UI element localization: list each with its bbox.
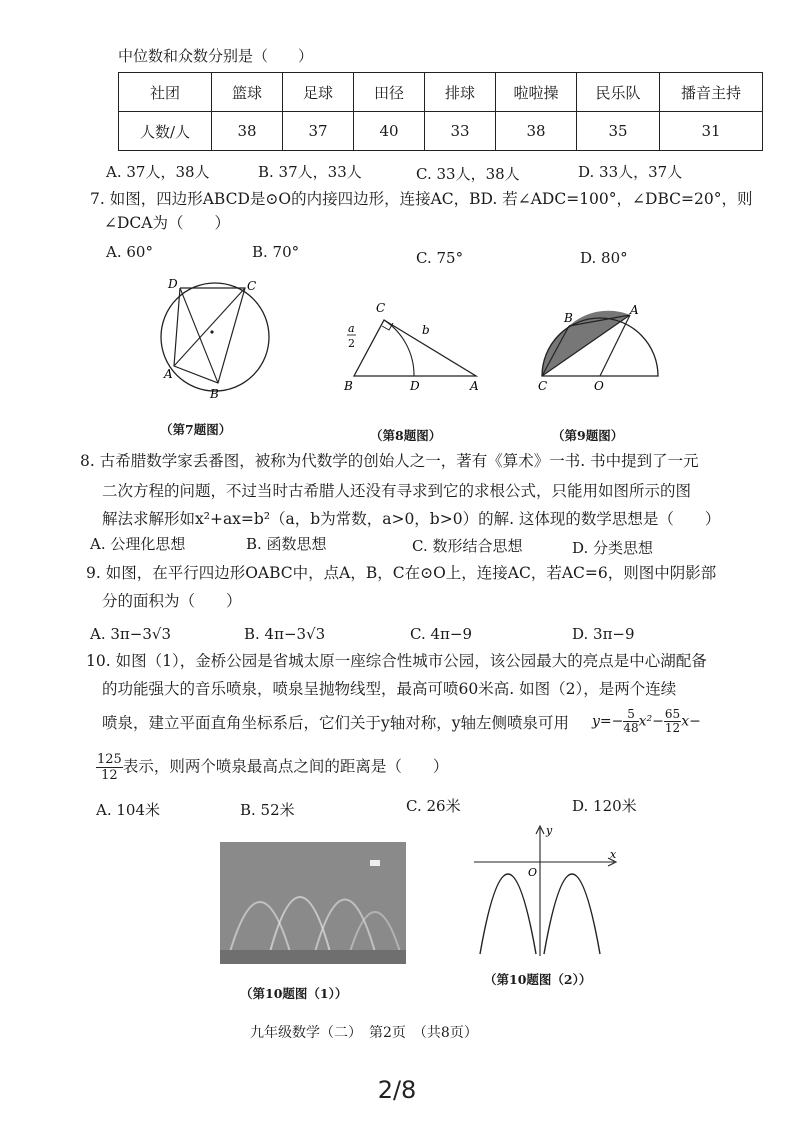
frac3-denominator: 12	[101, 768, 118, 783]
q6-option-a: A. 37人，38人	[106, 163, 210, 181]
q6-option-d: D. 33人，37人	[578, 163, 683, 181]
q10-stem-line2: 的功能强大的音乐喷泉，喷泉呈抛物线型，最高可喷60米高. 如图（2），是两个连续	[102, 680, 677, 698]
q9-option-c: C. 4π−9	[410, 625, 472, 643]
q6-stem-tail: 中位数和众数分别是（ ）	[118, 47, 314, 65]
q7-option-a: A. 60°	[106, 243, 153, 261]
fig8-label-a-vertex: A	[470, 379, 479, 393]
fig10-label-o: O	[528, 866, 538, 879]
q10-option-a: A. 104米	[96, 801, 160, 819]
eq-fraction-2	[664, 708, 681, 735]
eq-fraction-1	[623, 708, 638, 735]
fig10-label-y: y	[546, 824, 553, 837]
q7-option-c: C. 75°	[416, 249, 464, 267]
q10-option-c: C. 26米	[406, 797, 461, 815]
q9-option-b: B. 4π−3√3	[244, 625, 326, 643]
eq-end: x−	[681, 713, 701, 730]
fig7-label-d: D	[168, 277, 178, 291]
q10-option-d: D. 120米	[572, 797, 637, 815]
q9-option-a: A. 3π−3√3	[90, 625, 171, 643]
eq-prefix: y=−	[592, 713, 624, 730]
table-cell: 播音主持	[660, 73, 763, 112]
q8-stem-line1: 8. 古希腊数学家丢番图，被称为代数学的创始人之一，著有《算术》一书. 书中提到了一元	[80, 452, 699, 470]
figure-8-right-triangle	[336, 298, 486, 394]
table-cell: 足球	[283, 73, 354, 112]
table-cell: 35	[577, 112, 660, 151]
page-footer: 九年级数学（二） 第2页 （共8页）	[250, 1025, 478, 1041]
frac2-numerator: 65	[664, 707, 681, 721]
q8-option-a: A. 公理化思想	[90, 535, 186, 553]
q10-stem-line4: 表示，则两个喷泉最高点之间的距离是（ ）	[122, 757, 449, 776]
fig7-label-c: C	[247, 279, 257, 293]
q9-option-d: D. 3π−9	[572, 625, 635, 643]
eq-mid: x²−	[638, 713, 664, 730]
q8-stem-line3: 解法求解形如x²+ax=b²（a，b为常数，a>0，b>0）的解. 这体现的数学思想是（ ）	[102, 510, 721, 528]
table-cell: 31	[660, 112, 763, 151]
figure-10-2-parabolas	[466, 822, 626, 962]
fountain-photo	[220, 842, 406, 964]
fig10-label-x: x	[610, 848, 617, 861]
q9-stem-line2: 分的面积为（ ）	[102, 592, 242, 610]
q8-option-c: C. 数形结合思想	[412, 537, 523, 555]
fig9-label-a: A	[630, 303, 639, 317]
table-cell: 民乐队	[577, 73, 660, 112]
page-indicator: 2/8	[377, 1076, 417, 1104]
eq-fraction-3	[96, 752, 123, 783]
table-data-row	[119, 112, 763, 151]
fig8-label-b: b	[422, 323, 430, 337]
q10-stem-line1: 10. 如图（1），金桥公园是省城太原一座综合性城市公园，该公园最大的亮点是中心湖配备	[86, 652, 707, 670]
table-cell: 37	[283, 112, 354, 151]
figure-8-caption: （第8题图）	[370, 428, 442, 443]
fig8-label-d: D	[410, 379, 420, 393]
q7-option-d: D. 80°	[580, 249, 628, 267]
figure-9-caption: （第9题图）	[552, 428, 624, 443]
fig7-label-a: A	[164, 367, 173, 381]
figure-10-2-caption: （第10题图（2））	[484, 972, 592, 987]
fig9-label-b: B	[564, 311, 573, 325]
figure-7-caption: （第7题图）	[160, 422, 232, 437]
fig8-label-b-vertex: B	[344, 379, 353, 393]
frac1-denominator: 48	[623, 721, 639, 735]
q8-option-d: D. 分类思想	[572, 539, 654, 557]
q8-stem-line2: 二次方程的问题，不过当时古希腊人还没有寻求到它的求根公式，只能用如图所示的图	[102, 482, 692, 500]
fig7-label-b: B	[210, 387, 219, 401]
q10-stem-line4-wrap	[96, 752, 448, 783]
q10-stem-line3: 喷泉，建立平面直角坐标系后，它们关于y轴对称，y轴左侧喷泉可用	[102, 714, 570, 732]
table-cell: 社团	[119, 73, 212, 112]
table-cell: 40	[354, 112, 425, 151]
q6-option-c: C. 33人，38人	[416, 165, 520, 183]
table-cell: 篮球	[212, 73, 283, 112]
club-table	[118, 72, 763, 151]
table-cell: 田径	[354, 73, 425, 112]
fig8-label-c: C	[376, 301, 386, 315]
q7-stem-line2: ∠DCA为（ ）	[104, 214, 230, 232]
fig9-label-c: C	[538, 379, 548, 392]
table-cell: 38	[212, 112, 283, 151]
q10-option-b: B. 52米	[240, 801, 295, 819]
figure-10-1-caption: （第10题图（1））	[240, 986, 348, 1001]
figure-9-semicircle	[530, 300, 670, 392]
q7-stem-line1: 7. 如图，四边形ABCD是⊙O的内接四边形，连接AC，BD. 若∠ADC=100°，∠DBC=20°，则	[90, 190, 753, 208]
table-header-row	[119, 73, 763, 112]
q9-stem-line1: 9. 如图，在平行四边形OABC中，点A，B，C在⊙O上，连接AC，若AC=6，则图中阴影部	[86, 564, 717, 582]
fig9-label-o: O	[594, 379, 604, 392]
table-cell: 38	[496, 112, 577, 151]
figure-7-circle-quadrilateral	[150, 272, 280, 412]
q7-option-b: B. 70°	[252, 243, 300, 261]
frac3-numerator: 125	[97, 752, 122, 767]
q8-option-b: B. 函数思想	[246, 535, 327, 553]
frac2-denominator: 12	[664, 721, 681, 735]
q6-option-b: B. 37人，33人	[258, 163, 362, 181]
table-cell: 33	[425, 112, 496, 151]
frac1-numerator: 5	[623, 708, 638, 722]
fig8-label-a: a	[348, 322, 355, 335]
fountain-photo-texture	[220, 842, 406, 964]
table-cell: 啦啦操	[496, 73, 577, 112]
fig8-label-2: 2	[348, 337, 355, 350]
table-cell: 排球	[425, 73, 496, 112]
table-cell: 人数/人	[119, 112, 212, 151]
q10-equation	[592, 708, 701, 735]
